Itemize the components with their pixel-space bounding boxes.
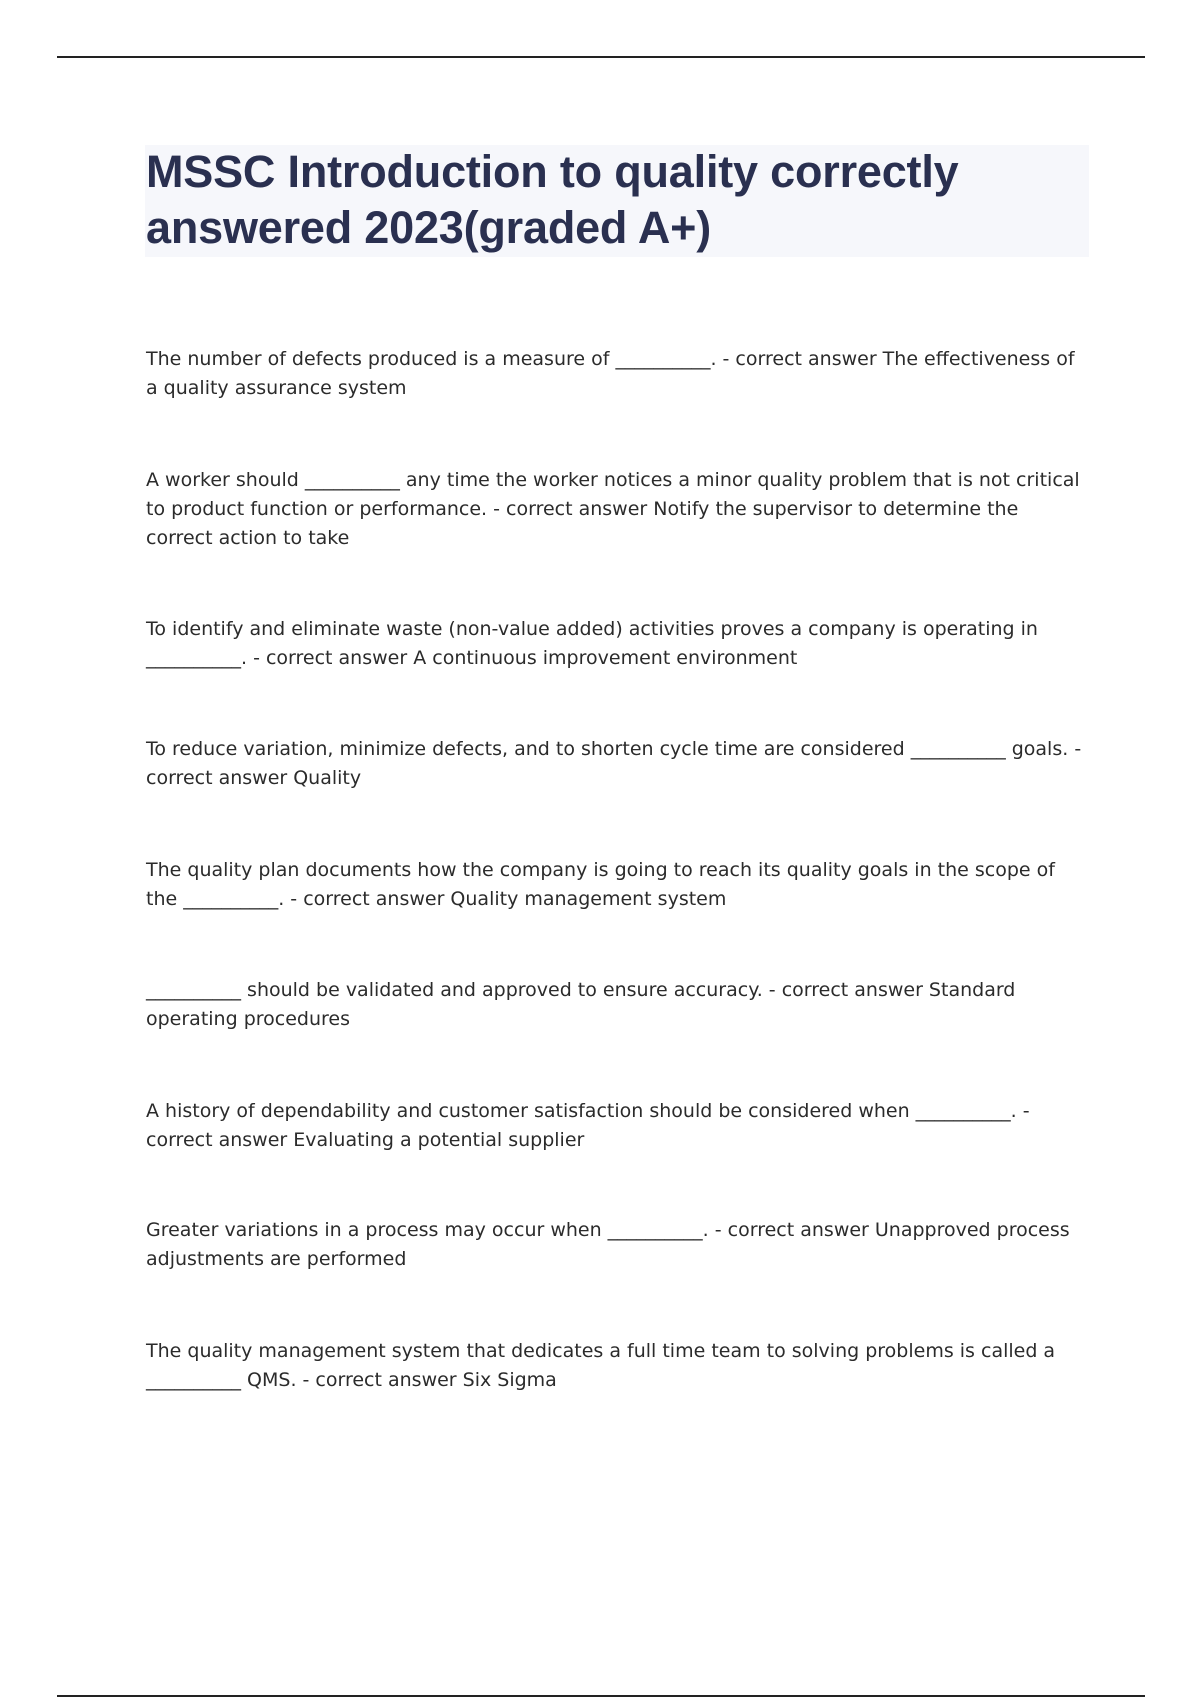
qa-item-4: To reduce variation, minimize defects, and to shorten cycle time are considered __________ goals. - correct answer Quality	[146, 738, 1082, 789]
qa-item-5: The quality plan documents how the company is going to reach its quality goals in the scope of the __________. - correct answer Quality management system	[146, 859, 1055, 910]
qa-item-9: The quality management system that dedicates a full time team to solving problems is called a __________ QMS. - correct answer Six Sigma	[146, 1340, 1056, 1391]
bottom-rule	[57, 1695, 1145, 1697]
qa-item-1: The number of defects produced is a measure of __________. - correct answer The effectiveness of a quality assurance system	[146, 348, 1075, 399]
top-rule	[57, 56, 1145, 58]
qa-item-7: A history of dependability and customer satisfaction should be considered when __________. - correct answer Evaluating a potential supplier	[146, 1100, 1030, 1151]
qa-item-8: Greater variations in a process may occur when __________. - correct answer Unapproved process adjustments are performed	[146, 1219, 1070, 1270]
document-title: MSSC Introduction to quality correctly answered 2023(graded A+)	[146, 146, 959, 253]
qa-item-6: __________ should be validated and approved to ensure accuracy. - correct answer Standard operating procedures	[146, 979, 1016, 1030]
qa-item-2: A worker should __________ any time the worker notices a minor quality problem that is not critical to product function or performance. - correct answer Notify the supervisor to determine the correct action to take	[146, 469, 1080, 549]
qa-item-3: To identify and eliminate waste (non-value added) activities proves a company is operating in __________. - correct answer A continuous improvement environment	[146, 618, 1038, 669]
